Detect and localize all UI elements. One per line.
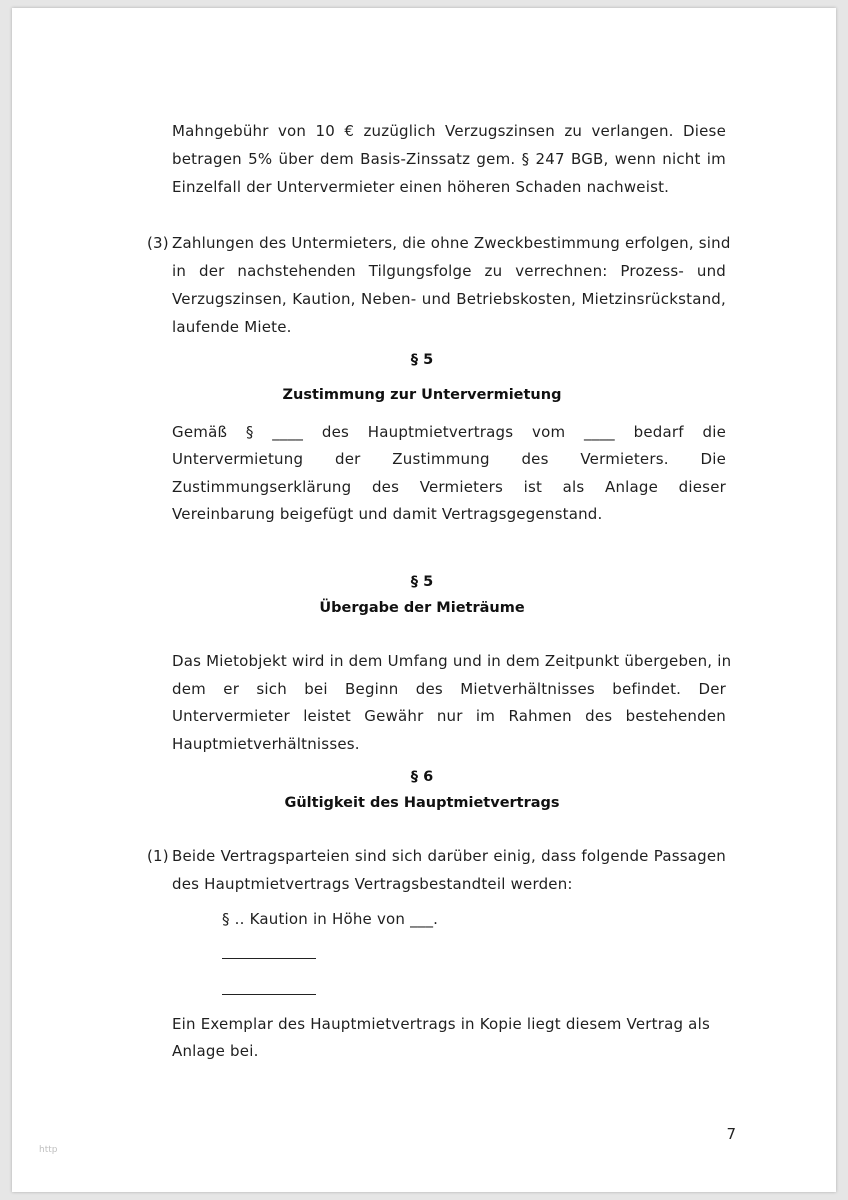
- section-number: § 5: [410, 574, 434, 590]
- text-line: Mahngebühr von 10 € zuzüglich Verzugszinsen zu verlangen. Diese: [172, 122, 726, 140]
- text-line: Beide Vertragsparteien sind sich darüber einig, dass folgende Passagen: [172, 847, 726, 865]
- text-line: Vereinbarung beigefügt und damit Vertragsgegenstand.: [172, 505, 603, 523]
- text-line: Untervermieter leistet Gewähr nur im Rahmen des bestehenden: [172, 707, 726, 725]
- text-line: des Hauptmietvertrags Vertragsbestandteil werden:: [172, 875, 573, 893]
- text-line: Anlage bei.: [172, 1042, 259, 1060]
- text-line: Untervermietung der Zustimmung des Vermieters. Die: [172, 450, 726, 468]
- section-title: Gültigkeit des Hauptmietvertrags: [284, 795, 560, 811]
- text-line: in der nachstehenden Tilgungsfolge zu verrechnen: Prozess- und: [172, 262, 726, 280]
- text-line: Gemäß § ____ des Hauptmietvertrags vom ____ bedarf die: [172, 423, 726, 441]
- footer-mark: http: [39, 1145, 58, 1155]
- text-line: Das Mietobjekt wird in dem Umfang und in dem Zeitpunkt übergeben, in: [172, 652, 732, 670]
- section-number: § 6: [410, 769, 434, 785]
- blank-fill-line: [222, 958, 316, 959]
- page-number: 7: [726, 1125, 736, 1143]
- paragraph-number: (3): [147, 234, 169, 252]
- text-line: dem er sich bei Beginn des Mietverhältnisses befindet. Der: [172, 680, 726, 698]
- text-line: Ein Exemplar des Hauptmietvertrags in Kopie liegt diesem Vertrag als: [172, 1015, 710, 1033]
- text-line: Zahlungen des Untermieters, die ohne Zweckbestimmung erfolgen, sind: [172, 234, 731, 252]
- paragraph-number: (1): [147, 847, 169, 865]
- section-number: § 5: [410, 352, 434, 368]
- blank-fill-line: [222, 994, 316, 995]
- text-line: laufende Miete.: [172, 318, 292, 336]
- document-page: [12, 8, 836, 1192]
- text-line: Zustimmungserklärung des Vermieters ist als Anlage dieser: [172, 478, 726, 496]
- kaution-clause: § .. Kaution in Höhe von ___.: [222, 910, 439, 928]
- text-line: betragen 5% über dem Basis-Zinssatz gem. § 247 BGB, wenn nicht im: [172, 150, 726, 168]
- text-line: Verzugszinsen, Kaution, Neben- und Betriebskosten, Mietzinsrückstand,: [172, 290, 726, 308]
- section-title: Zustimmung zur Untervermietung: [282, 387, 562, 403]
- section-title: Übergabe der Mieträume: [319, 600, 525, 616]
- text-line: Hauptmietverhältnisses.: [172, 735, 360, 753]
- text-line: Einzelfall der Untervermieter einen höheren Schaden nachweist.: [172, 178, 670, 196]
